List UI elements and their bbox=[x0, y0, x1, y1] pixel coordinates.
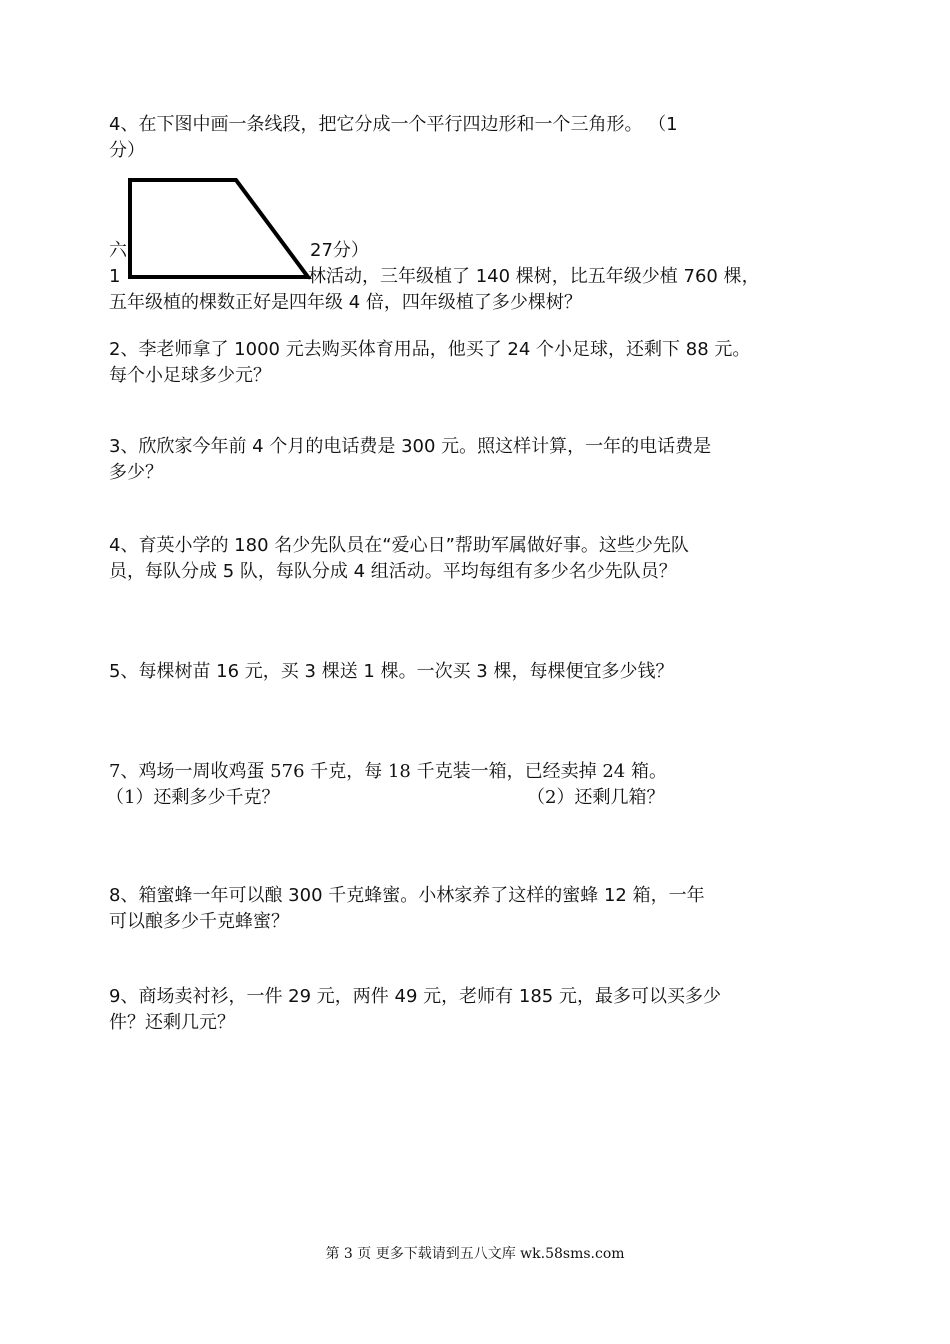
problem1-line1: 林活动，三年级植了 140 棵树，比五年级少植 760 棵， bbox=[308, 266, 760, 287]
problem7-sub2: （2）还剩几箱？ bbox=[527, 787, 665, 808]
problem4-line2: 员，每队分成 5 队，每队分成 4 组活动。平均每组有多少名少先队员？ bbox=[109, 561, 677, 582]
problem1-line2: 五年级植的棵数正好是四年级 4 倍，四年级植了多少棵树？ bbox=[109, 292, 582, 313]
section6-heading-left: 六 bbox=[109, 240, 127, 261]
problem3-line2: 多少？ bbox=[109, 462, 163, 483]
problem9-line1: 9、商场卖衬衫，一件 29 元，两件 49 元，老师有 185 元，最多可以买多少 bbox=[109, 986, 721, 1007]
section6-heading-right: 27分） bbox=[310, 240, 369, 261]
problem2-line1: 2、李老师拿了 1000 元去购买体育用品，他买了 24 个小足球，还剩下 88 元。 bbox=[109, 339, 751, 360]
problem8-line2: 可以酿多少千克蜂蜜？ bbox=[109, 911, 289, 932]
problem5-line1: 5、每棵树苗 16 元，买 3 棵送 1 棵。一次买 3 棵，每棵便宜多少钱？ bbox=[109, 661, 674, 682]
problem3-line1: 3、欣欣家今年前 4 个月的电话费是 300 元。照这样计算，一年的电话费是 bbox=[109, 436, 712, 457]
q4-geometry-line1: 4、在下图中画一条线段，把它分成一个平行四边形和一个三角形。 （1 bbox=[109, 114, 678, 135]
problem4-line1: 4、育英小学的 180 名少先队员在“爱心日”帮助军属做好事。这些少先队 bbox=[109, 535, 689, 556]
problem9-line2: 件？还剩几元？ bbox=[109, 1012, 235, 1033]
problem7-line1: 7、鸡场一周收鸡蛋 576 千克，每 18 千克装一箱，已经卖掉 24 箱。 bbox=[109, 761, 667, 782]
trapezoid-figure bbox=[126, 176, 312, 282]
q4-geometry-line2: 分） bbox=[109, 140, 145, 161]
page-footer: 第 3 页 更多下载请到五八文库 wk.58sms.com bbox=[325, 1246, 625, 1262]
problem1-number: 1 bbox=[109, 266, 121, 287]
problem2-line2: 每个小足球多少元？ bbox=[109, 365, 271, 386]
problem7-sub1: （1）还剩多少千克？ bbox=[106, 787, 280, 808]
problem8-line1: 8、箱蜜蜂一年可以酿 300 千克蜂蜜。小林家养了这样的蜜蜂 12 箱，一年 bbox=[109, 885, 705, 906]
